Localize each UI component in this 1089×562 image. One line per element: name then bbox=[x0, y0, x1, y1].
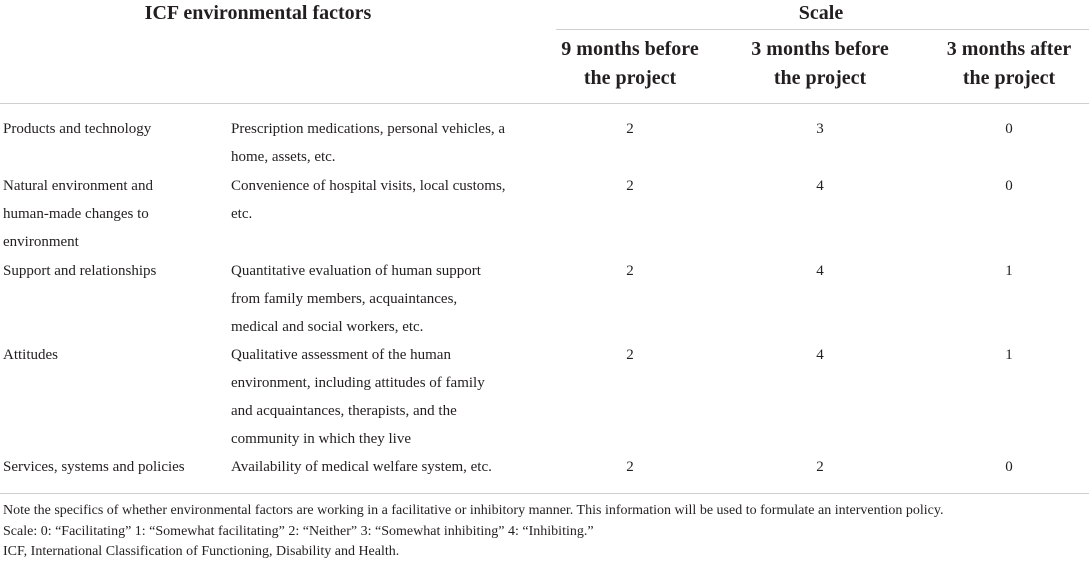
row-factor-attitudes: Attitudes bbox=[3, 347, 58, 363]
cell-value-3-months-after: 0 bbox=[1005, 459, 1013, 475]
cell-value-3-months-after: 0 bbox=[1005, 121, 1013, 137]
cell-value-3-months-before: 2 bbox=[816, 459, 824, 475]
cell-value-9-months-before: 2 bbox=[626, 347, 634, 363]
row-description-natural-environment: Convenience of hospital visits, local customs, etc. bbox=[231, 178, 506, 222]
table-footnote-note: Note the specifics of whether environmental factors are working in a facilitative or inhibitory manner. This information will be used to formulate an intervention policy. bbox=[3, 503, 944, 518]
header-group-scale: Scale bbox=[798, 2, 844, 24]
cell-value-3-months-after: 1 bbox=[1005, 263, 1013, 279]
row-description-support-relationships: Quantitative evaluation of human support from family members, acquaintances, medical and social workers, etc. bbox=[231, 263, 481, 335]
row-description-products-technology: Prescription medications, personal vehicles, a home, assets, etc. bbox=[231, 121, 506, 165]
header-group-icf: ICF environmental factors bbox=[144, 2, 372, 24]
cell-value-3-months-before: 4 bbox=[816, 178, 824, 194]
table-footnote-scale: Scale: 0: “Facilitating” 1: “Somewhat facilitating” 2: “Neither” 3: “Somewhat inhibiting” 4: “Inhibiting.” bbox=[3, 524, 594, 539]
column-header-9-months-before: 9 months before the project bbox=[561, 38, 699, 89]
cell-value-9-months-before: 2 bbox=[626, 121, 634, 137]
row-factor-products-technology: Products and technology bbox=[3, 121, 152, 137]
cell-value-3-months-before: 3 bbox=[816, 121, 824, 137]
table-bottom-rule bbox=[0, 493, 1089, 494]
cell-value-9-months-before: 2 bbox=[626, 263, 634, 279]
header-group-divider bbox=[556, 29, 1089, 30]
column-header-3-months-after: 3 months after the project bbox=[946, 38, 1072, 89]
header-bottom-rule bbox=[0, 103, 1089, 104]
cell-value-9-months-before: 2 bbox=[626, 459, 634, 475]
cell-value-3-months-before: 4 bbox=[816, 347, 824, 363]
cell-value-3-months-before: 4 bbox=[816, 263, 824, 279]
row-factor-services-systems-policies: Services, systems and policies bbox=[3, 459, 185, 475]
column-header-3-months-before: 3 months before the project bbox=[751, 38, 889, 89]
cell-value-9-months-before: 2 bbox=[626, 178, 634, 194]
row-factor-natural-environment: Natural environment and human-made changes to environment bbox=[3, 178, 153, 250]
cell-value-3-months-after: 1 bbox=[1005, 347, 1013, 363]
row-factor-support-relationships: Support and relationships bbox=[3, 263, 157, 279]
table-footnote-abbreviation: ICF, International Classification of Functioning, Disability and Health. bbox=[3, 544, 400, 559]
row-description-attitudes: Qualitative assessment of the human environment, including attitudes of family and acquaintances, therapists, and the community in which they live bbox=[231, 347, 485, 447]
row-description-services-systems-policies: Availability of medical welfare system, etc. bbox=[231, 459, 492, 475]
cell-value-3-months-after: 0 bbox=[1005, 178, 1013, 194]
